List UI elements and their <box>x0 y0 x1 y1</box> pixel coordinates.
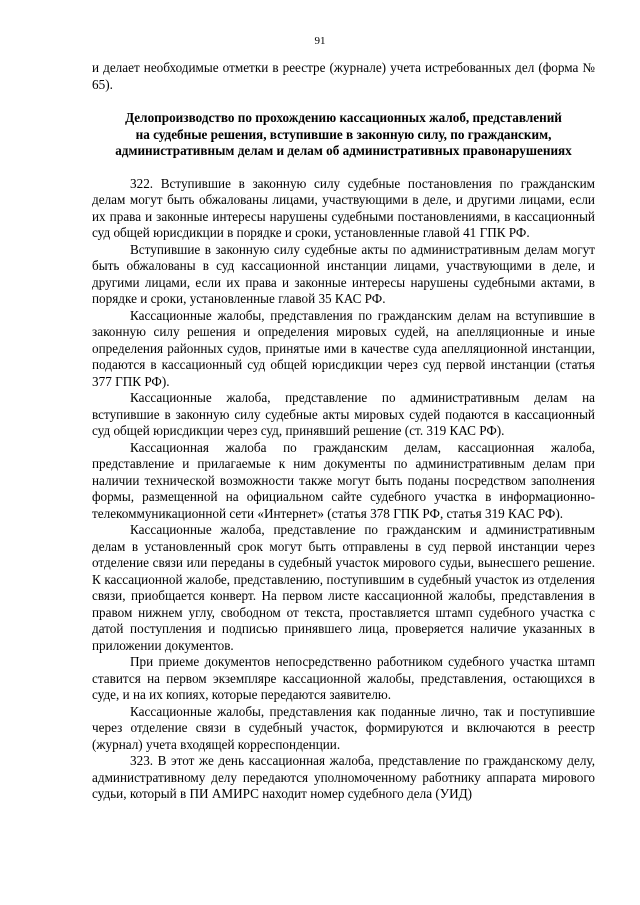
paragraph: Кассационная жалоба по гражданским делам, кассационная жалоба, представление и прилагаемые к ним документы по административным делам при наличии технической возможности также могут быть поданы посредством заполнения формы, размещенной на официальном сайте судебного участка в информационно-телекоммуникационной сети «Интернет» (статья 378 ГПК РФ, статья 319 КАС РФ). <box>92 439 595 521</box>
paragraph: Вступившие в законную силу судебные акты по административным делам могут быть обжалованы в суд кассационной инстанции лицами, участвующими в деле, и другими лицами, если их права и законные интересы нарушены судебными актами, в порядке и сроки, установленные главой 35 КАС РФ. <box>92 241 595 306</box>
paragraph: При приеме документов непосредственно работником судебного участка штамп ставится на первом экземпляре кассационной жалобы, представления, остающихся в суде, и на их копиях, которые передаются заявителю. <box>92 654 595 702</box>
section-heading-line: административным делам и делам об административных правонарушениях <box>115 143 572 158</box>
paragraph: Кассационные жалобы, представления по гражданским делам на вступившие в законную силу решения и определения мировых судей, на апелляционные и иные определения районных судов, принятые ими в качестве суда апелляционной инстанции, подаются в кассационный суд общей юрисдикции через суд первой инстанции (статья 377 ГПК РФ). <box>92 307 595 389</box>
page-number: 91 <box>314 35 326 47</box>
intro-paragraph: и делает необходимые отметки в реестре (журнале) учета истребованных дел (форма № 65). <box>92 60 595 92</box>
section-heading-line: Делопроизводство по прохождению кассационных жалоб, представлений <box>125 110 562 125</box>
page-content <box>92 60 595 803</box>
paragraph: Кассационные жалоба, представление по административным делам на вступившие в законную силу судебные акты мировых судей подаются в кассационный суд общей юрисдикции через суд, принявший решение (ст. 319 КАС РФ). <box>92 390 595 438</box>
section-heading <box>92 110 595 160</box>
paragraph: Кассационные жалоба, представление по гражданским и административным делам в установленный срок могут быть отправлены в суд первой инстанции через отделение связи или переданы в судебный участок мирового судьи, вынесшего решение. К кассационной жалобе, представлению, поступившим в судебный участок из отделения связи, приобщается конверт. На первом листе кассационной жалобы, представления в правом нижнем углу, свободном от текста, проставляется штамп судебного участка с датой поступления и подписью принявшего лица, проверяется наличие указанных в приложении документов. <box>92 522 595 653</box>
paragraph-322: 322. Вступившие в законную силу судебные постановления по гражданским делам могут быть обжалованы лицами, участвующими в деле, и другими лицами, если их права и законные интересы нарушены судебными постановлениями, в кассационный суд общей юрисдикции в порядке и сроки, установленные главой 41 ГПК РФ. <box>92 175 595 240</box>
section-heading-line: на судебные решения, вступившие в законную силу, по гражданским, <box>135 126 552 142</box>
paragraph: Кассационные жалобы, представления как поданные лично, так и поступившие через отделение связи в судебный участок, формируются и включаются в реестр (журнал) учета входящей корреспонденции. <box>92 703 595 752</box>
paragraph-323: 323. В этот же день кассационная жалоба, представление по гражданскому делу, административному делу передаются уполномоченному работнику аппарата мирового судьи, который в ПИ АМИРС находит номер судебного дела (УИД) <box>92 753 595 801</box>
